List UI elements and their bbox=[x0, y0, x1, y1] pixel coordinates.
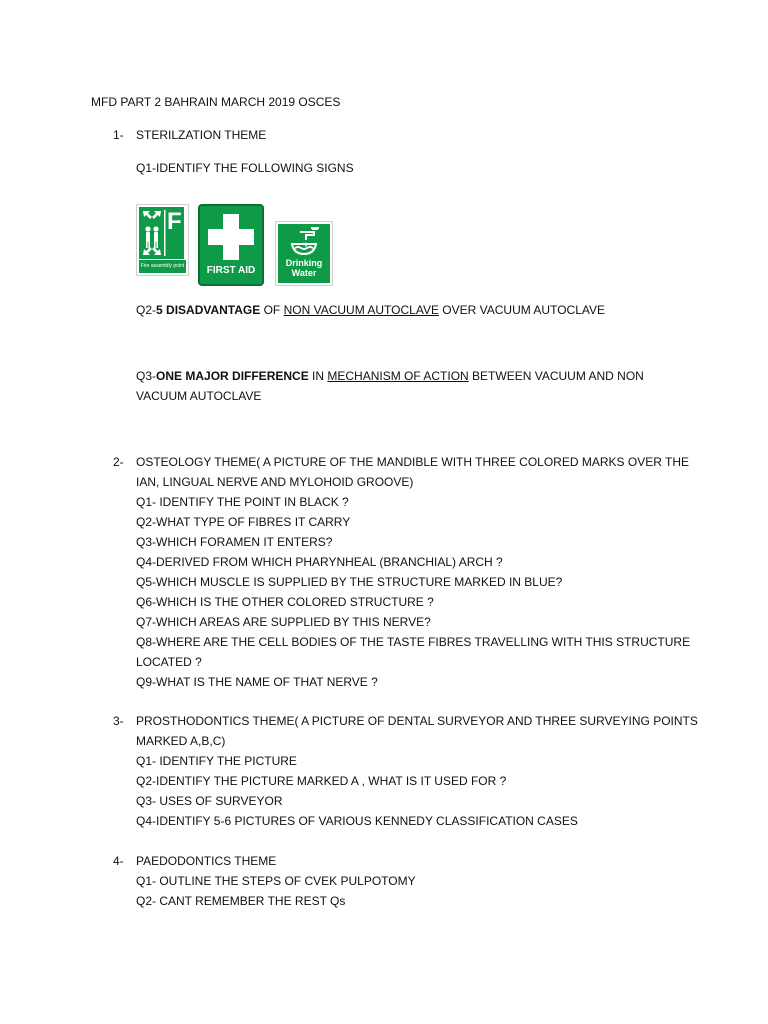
section-2-line: OSTEOLOGY THEME( A PICTURE OF THE MANDIBLE WITH THREE COLORED MARKS OVER THE bbox=[136, 455, 689, 469]
section-3-line: Q1- IDENTIFY THE PICTURE bbox=[136, 754, 297, 768]
assembly-sign-caption: Fire assembly point bbox=[139, 260, 186, 273]
section-3-line: Q3- USES OF SURVEYOR bbox=[136, 794, 283, 808]
section-1-q1: Q1-IDENTIFY THE FOLLOWING SIGNS bbox=[136, 161, 354, 175]
section-2-line: Q1- IDENTIFY THE POINT IN BLACK ? bbox=[136, 495, 349, 509]
section-2-line: Q3-WHICH FORAMEN IT ENTERS? bbox=[136, 535, 333, 549]
section-3-number: 3- bbox=[113, 714, 124, 728]
section-3-line: Q4-IDENTIFY 5-6 PICTURES OF VARIOUS KENNEDY CLASSIFICATION CASES bbox=[136, 814, 578, 828]
q3-mid-text: IN bbox=[308, 369, 328, 383]
section-2-number: 2- bbox=[113, 455, 124, 469]
section-2-line: Q5-WHICH MUSCLE IS SUPPLIED BY THE STRUCTURE MARKED IN BLUE? bbox=[136, 575, 563, 589]
section-2-line: Q6-WHICH IS THE OTHER COLORED STRUCTURE ? bbox=[136, 595, 434, 609]
section-2-line: Q4-DERIVED FROM WHICH PHARYNHEAL (BRANCHIAL) ARCH ? bbox=[136, 555, 503, 569]
first-aid-caption: FIRST AID bbox=[206, 265, 256, 276]
sign-letter-f: F bbox=[167, 208, 182, 235]
section-1-theme: STERILZATION THEME bbox=[136, 128, 267, 142]
section-2-line: Q2-WHAT TYPE OF FIBRES IT CARRY bbox=[136, 515, 351, 529]
q2-post-text: OVER VACUUM AUTOCLAVE bbox=[438, 303, 606, 317]
section-4-line: Q2- CANT REMEMBER THE REST Qs bbox=[136, 894, 346, 908]
section-1-q3-line-2: VACUUM AUTOCLAVE bbox=[136, 389, 262, 403]
first-aid-sign bbox=[198, 204, 264, 286]
q2-prefix: Q2- bbox=[136, 303, 157, 317]
q2-bold-text: 5 DISADVANTAGE bbox=[156, 303, 261, 317]
q2-mid-text: OF bbox=[260, 303, 284, 317]
section-1-number: 1- bbox=[113, 128, 124, 142]
section-2-line: Q9-WHAT IS THE NAME OF THAT NERVE ? bbox=[136, 675, 378, 689]
section-2-line: Q7-WHICH AREAS ARE SUPPLIED BY THIS NERVE? bbox=[136, 615, 431, 629]
section-4-line: PAEDODONTICS THEME bbox=[136, 854, 277, 868]
section-1-q2 bbox=[136, 300, 605, 320]
section-3-line: PROSTHODONTICS THEME( A PICTURE OF DENTAL SURVEYOR AND THREE SURVEYING POINTS bbox=[136, 714, 698, 728]
section-4-line: Q1- OUTLINE THE STEPS OF CVEK PULPOTOMY bbox=[136, 874, 416, 888]
section-3-line: Q2-IDENTIFY THE PICTURE MARKED A , WHAT IS IT USED FOR ? bbox=[136, 774, 507, 788]
section-1-q3 bbox=[136, 366, 644, 386]
drinking-water-sign bbox=[275, 221, 333, 286]
fire-assembly-point-sign bbox=[136, 204, 189, 276]
section-2-line: Q8-WHERE ARE THE CELL BODIES OF THE TASTE FIBRES TRAVELLING WITH THIS STRUCTURE bbox=[136, 635, 691, 649]
q3-prefix: Q3- bbox=[136, 369, 157, 383]
section-2-line: IAN, LINGUAL NERVE AND MYLOHOID GROOVE) bbox=[136, 475, 414, 489]
caption-line-2: Water bbox=[291, 268, 317, 278]
q3-post-text: BETWEEN VACUUM AND NON bbox=[468, 369, 644, 383]
drinking-water-caption bbox=[278, 258, 330, 278]
section-2-line: LOCATED ? bbox=[136, 655, 202, 669]
section-3-line: MARKED A,B,C) bbox=[136, 734, 226, 748]
caption-line-1: Drinking bbox=[285, 258, 323, 268]
water-tap-icon bbox=[278, 224, 330, 260]
section-4-number: 4- bbox=[113, 854, 124, 868]
first-aid-cross-icon bbox=[200, 206, 262, 268]
q3-underlined-text: MECHANISM OF ACTION bbox=[327, 369, 469, 383]
q3-bold-text: ONE MAJOR DIFFERENCE bbox=[156, 369, 309, 383]
document-title: MFD PART 2 BAHRAIN MARCH 2019 OSCES bbox=[91, 95, 341, 109]
q2-underlined-text: NON VACUUM AUTOCLAVE bbox=[283, 303, 439, 317]
